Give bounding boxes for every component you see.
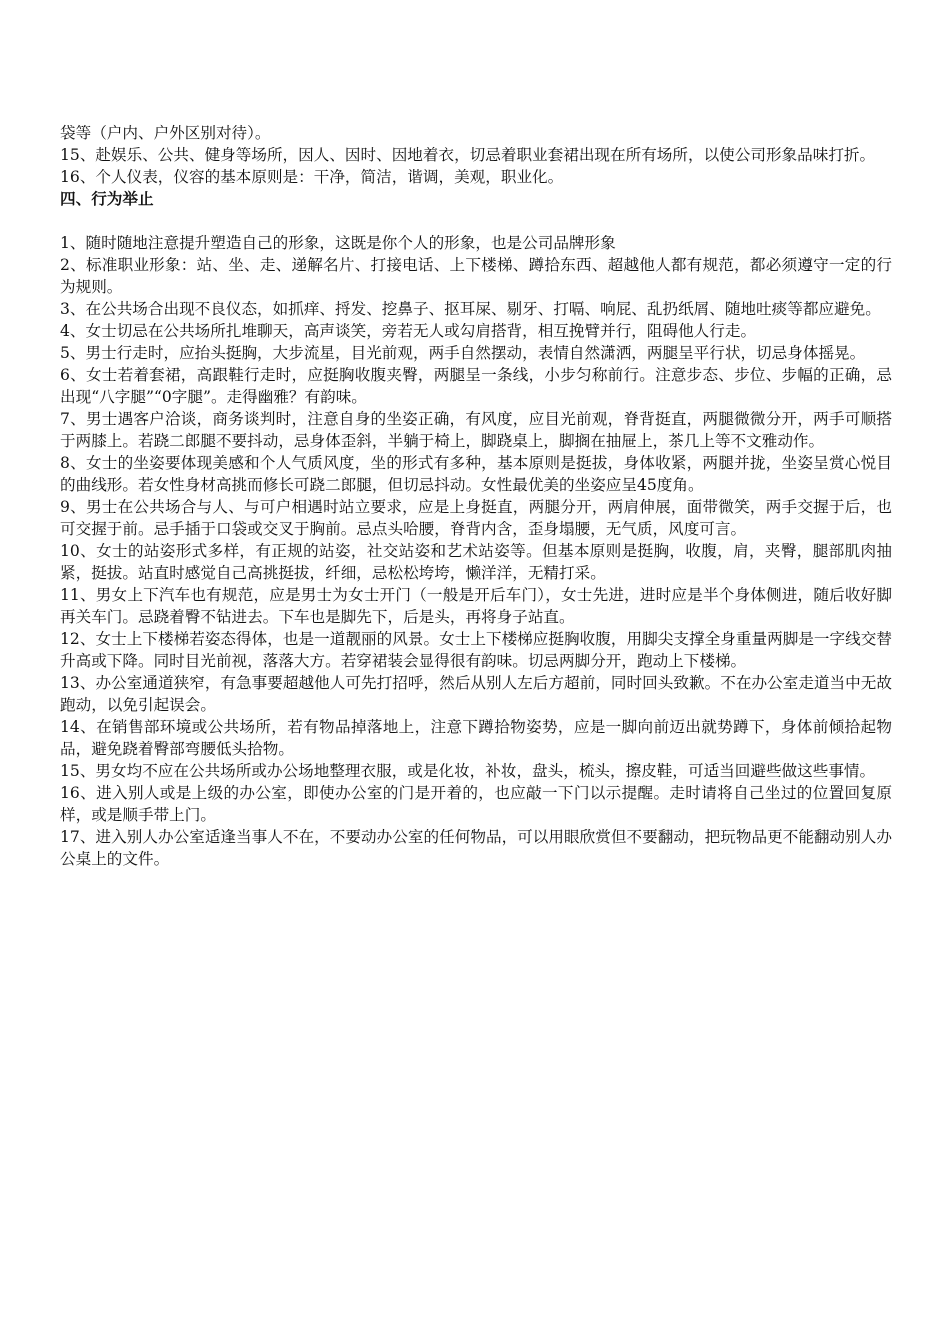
list-item: 4、女士切忌在公共场所扎堆聊天，高声谈笑，旁若无人或勾肩搭背，相互挽臂并行，阻碍他人行走。 [60,322,757,340]
intro-item: 15、赴娱乐、公共、健身等场所，因人、因时、因地着衣，切忌着职业套裙出现在所有场所，以使公司形象品味打折。 [60,146,876,164]
list-item: 13、办公室通道狭窄，有急事要超越他人可先打招呼，然后从别人左后方超前，同时回头致歉。不在办公室走道当中无故跑动，以免引起误会。 [60,674,892,714]
section-heading: 四、行为举止 [60,190,154,208]
document-page [60,122,892,870]
list-item: 5、男士行走时，应抬头挺胸，大步流星，目光前观，两手自然摆动，表情自然潇洒，两腿呈平行状，切忌身体摇晃。 [60,344,866,362]
list-item: 2、标准职业形象：站、坐、走、递解名片、打接电话、上下楼梯、蹲拾东西、超越他人都有规范，都必须遵守一定的行为规则。 [60,256,892,296]
list-item: 10、女士的站姿形式多样，有正规的站姿，社交站姿和艺术站姿等。但基本原则是挺胸，收腹，肩，夹臀，腿部肌肉抽紧，挺拔。站直时感觉自己高挑挺拔，纤细，忌松松垮垮，懒洋洋，无精打采。 [60,542,892,582]
intro-item: 16、个人仪表，仪容的基本原则是：干净，简洁，谐调，美观，职业化。 [60,168,564,186]
list-item: 12、女士上下楼梯若姿态得体，也是一道靓丽的风景。女士上下楼梯应挺胸收腹，用脚尖支撑全身重量两脚是一字线交替升高或下降。同时目光前视，落落大方。若穿裙装会显得很有韵味。切忌两脚分开，跑动上下楼梯。 [60,630,892,670]
list-item: 16、进入别人或是上级的办公室，即使办公室的门是开着的，也应敲一下门以示提醒。走时请将自己坐过的位置回复原样，或是顺手带上门。 [60,784,892,824]
list-item: 15、男女均不应在公共场所或办公场地整理衣服，或是化妆，补妆，盘头，梳头，擦皮鞋，可适当回避些做这些事情。 [60,762,876,780]
list-item: 14、在销售部环境或公共场所，若有物品掉落地上，注意下蹲拾物姿势，应是一脚向前迈出就势蹲下，身体前倾拾起物品，避免跷着臀部弯腰低头拾物。 [60,718,892,758]
list-item: 8、女士的坐姿要体现美感和个人气质风度，坐的形式有多种，基本原则是挺拔，身体收紧，两腿并拢，坐姿呈赏心悦目的曲线形。若女性身材高挑而修长可跷二郎腿，但切忌抖动。女性最优美的坐姿应呈45度角。 [60,454,892,494]
list-item: 9、男士在公共场合与人、与可户相遇时站立要求，应是上身挺直，两腿分开，两肩伸展，面带微笑，两手交握于后，也可交握于前。忌手插于口袋或交叉于胸前。忌点头哈腰，脊背内含，歪身塌腰，无气质，风度可言。 [60,498,892,538]
list-item: 3、在公共场合出现不良仪态，如抓痒、捋发、挖鼻子、抠耳屎、剔牙、打嗝、响屁、乱扔纸屑、随地吐痰等都应避免。 [60,300,881,318]
list-item: 11、男女上下汽车也有规范，应是男士为女士开门（一般是开后车门），女士先进，进时应是半个身体侧进，随后收好脚再关车门。忌跷着臀不钻进去。下车也是脚先下，后是头，再将身子站直。 [60,586,892,626]
list-item: 1、随时随地注意提升塑造自己的形象，这既是你个人的形象，也是公司品牌形象 [60,234,616,252]
section-spacer [60,210,892,232]
list-item: 17、进入别人办公室适逢当事人不在，不要动办公室的任何物品，可以用眼欣赏但不要翻动，把玩物品更不能翻动别人办公桌上的文件。 [60,828,892,868]
list-item: 6、女士若着套裙，高跟鞋行走时，应挺胸收腹夹臀，两腿呈一条线，小步匀称前行。注意步态、步位、步幅的正确，忌出现“八字腿”“0字腿”。走得幽雅？有韵味。 [60,366,892,406]
list-item: 7、男士遇客户洽谈，商务谈判时，注意自身的坐姿正确，有风度，应目光前观，脊背挺直，两腿微微分开，两手可顺搭于两膝上。若跷二郎腿不要抖动，忌身体歪斜，半躺于椅上，脚跷桌上，脚搁在抽屉上，茶几上等不文雅动作。 [60,410,892,450]
intro-item: 袋等（户内、户外区别对待）。 [60,124,271,142]
